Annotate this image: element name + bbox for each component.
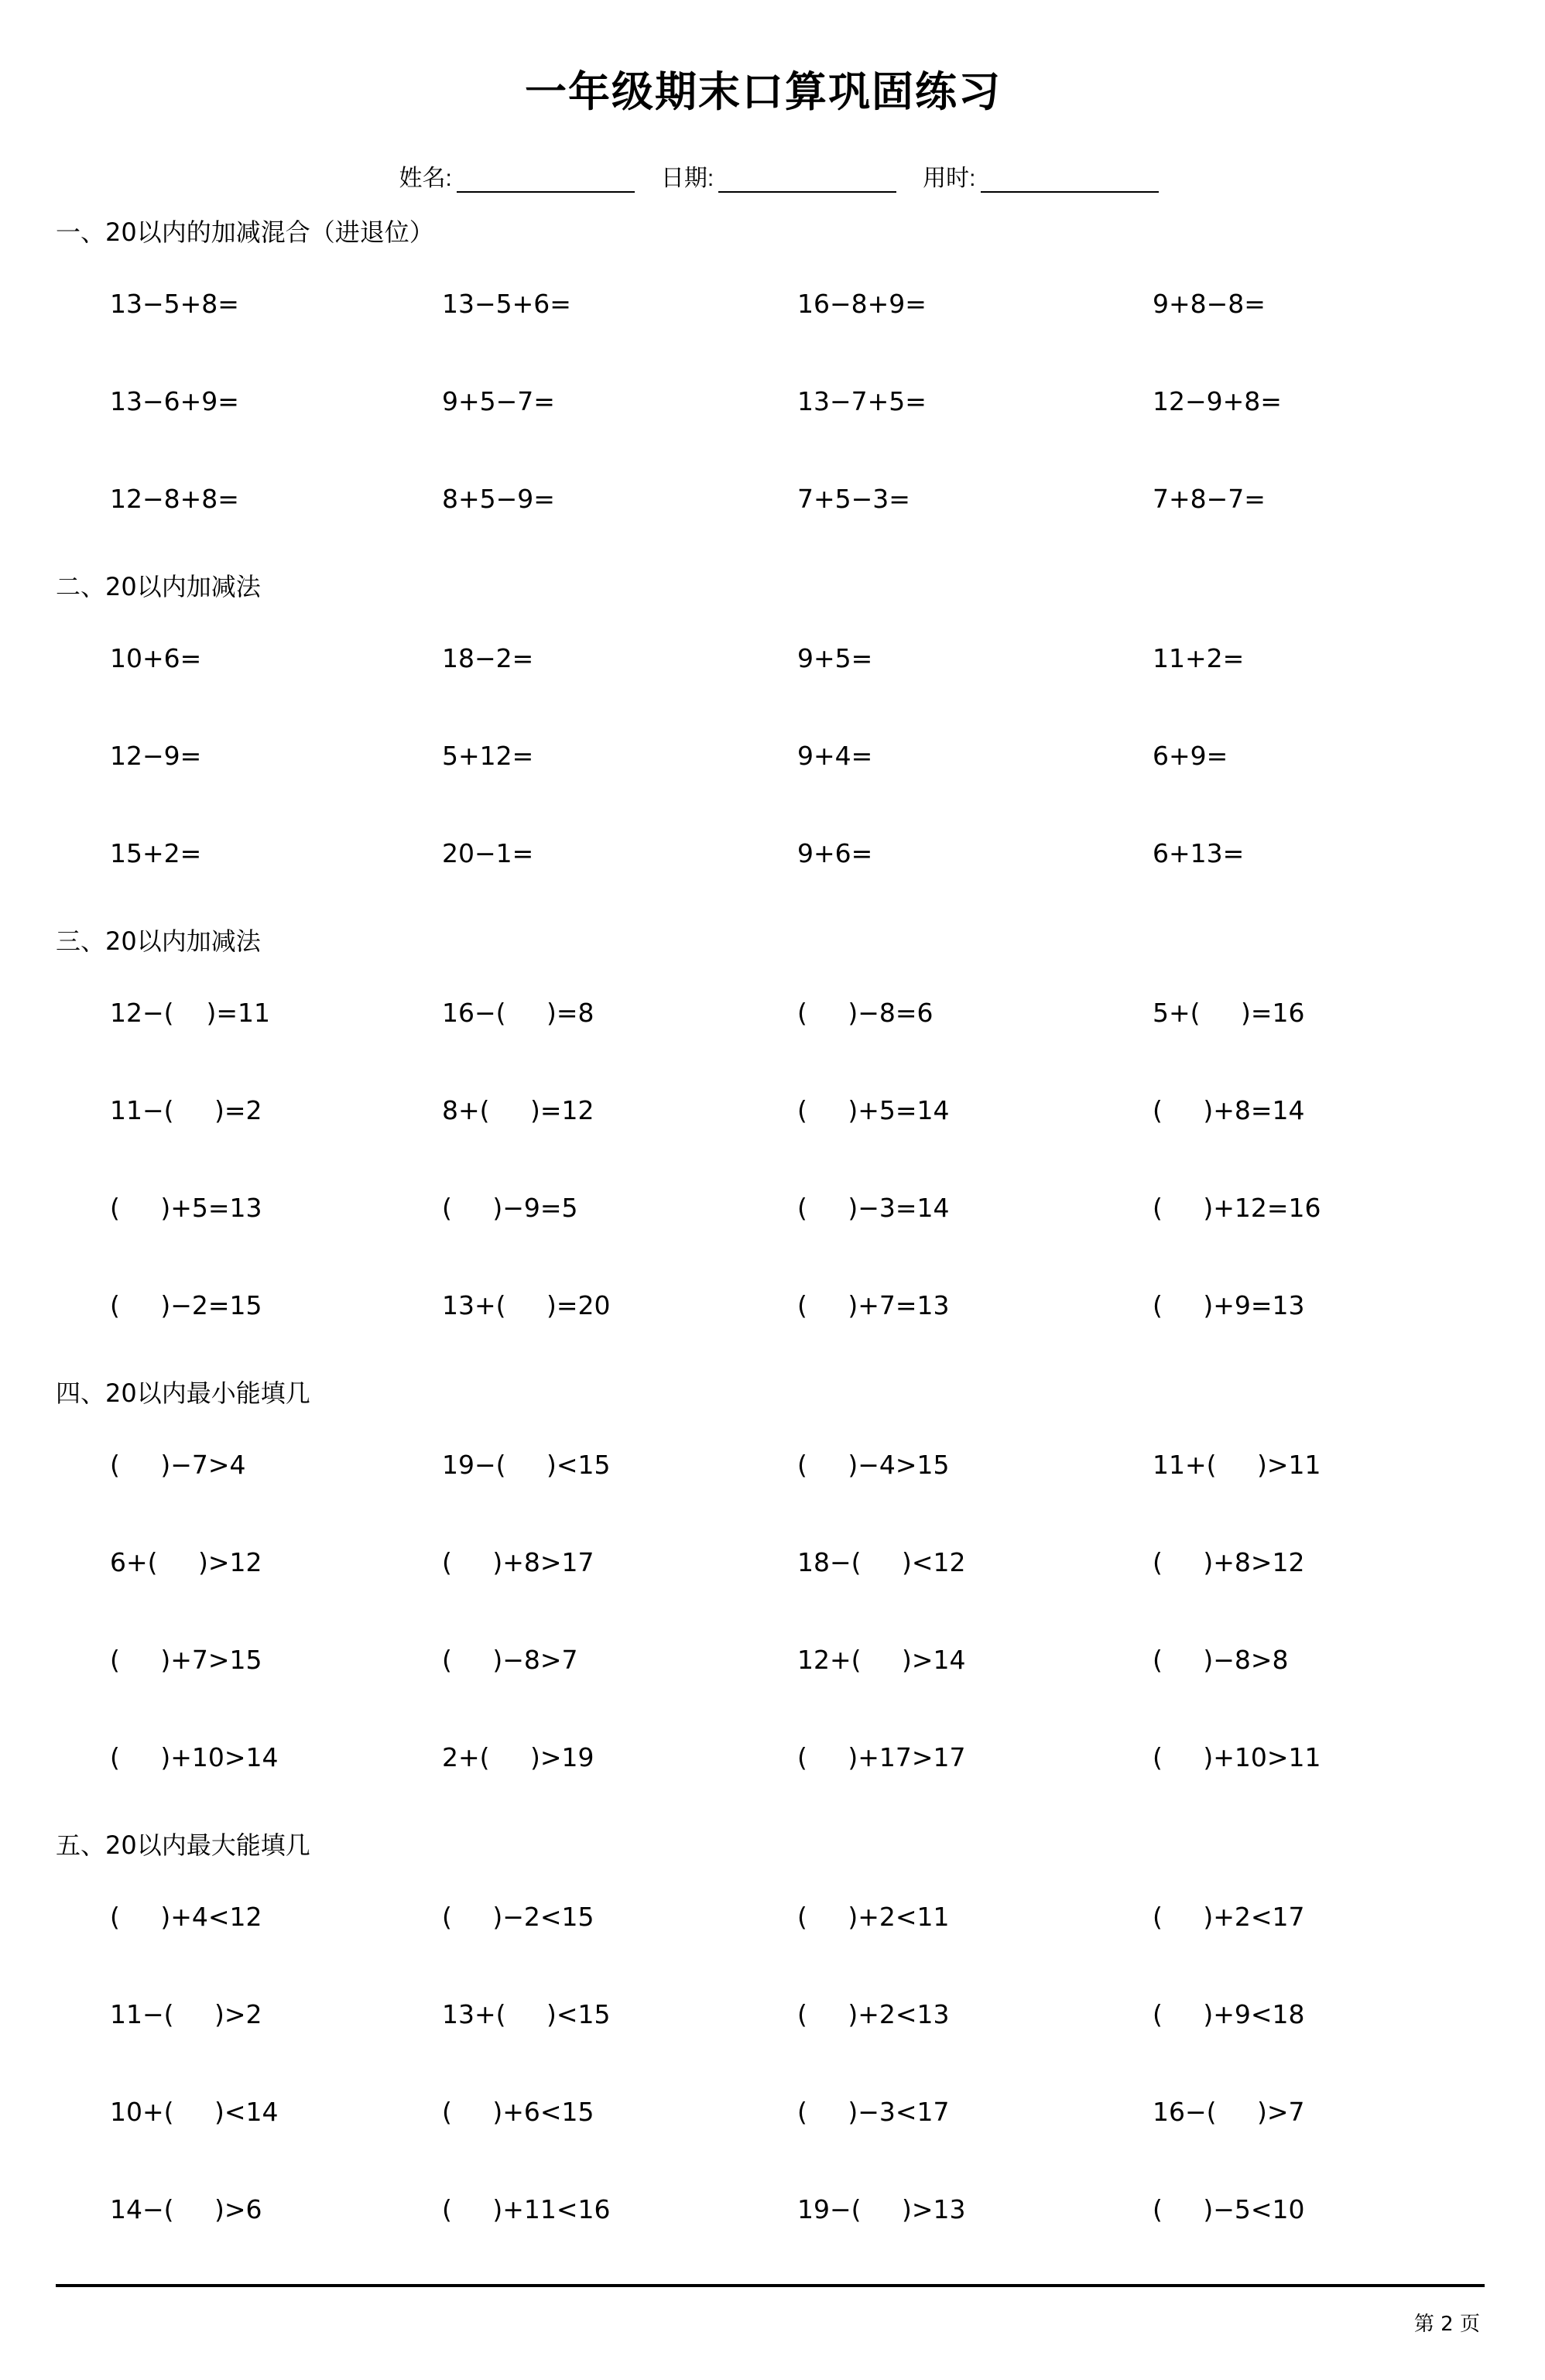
problem-item[interactable]: 12−8+8= <box>110 483 239 514</box>
problem-item[interactable]: 9+5−7= <box>442 385 555 416</box>
time-field-group <box>923 159 1158 193</box>
problem-item[interactable]: ( )+6<15 <box>442 2096 594 2127</box>
problem-item[interactable]: 19−( )>13 <box>797 2193 966 2224</box>
problem-item[interactable]: ( )+5=13 <box>110 1192 262 1223</box>
page-number: 第 2 页 <box>1413 2313 1480 2336</box>
date-label: 日期: <box>660 166 714 191</box>
problem-item[interactable]: 11+( )>11 <box>1153 1449 1321 1480</box>
date-field-group <box>661 159 896 193</box>
problem-item[interactable]: 12−( )=11 <box>110 997 270 1028</box>
problem-item[interactable]: ( )+8=14 <box>1153 1094 1305 1125</box>
section-1-heading: 一、20以内的加减混合（进退位） <box>56 217 434 247</box>
problem-item[interactable]: ( )−2<15 <box>442 1901 594 1932</box>
section-2-heading: 二、20以内加减法 <box>56 572 261 601</box>
date-input-blank[interactable] <box>718 168 896 193</box>
name-input-blank[interactable] <box>457 168 635 193</box>
problem-item[interactable]: ( )+2<11 <box>797 1901 950 1932</box>
problem-item[interactable]: 13−7+5= <box>797 385 927 416</box>
problem-item[interactable]: 13+( )=20 <box>442 1289 611 1320</box>
section-3-heading: 三、20以内加减法 <box>56 926 261 956</box>
section-1 <box>56 213 1471 547</box>
problem-item[interactable]: ( )+2<13 <box>797 1998 950 2029</box>
problem-item[interactable]: ( )−7>4 <box>110 1449 246 1480</box>
problem-item[interactable]: 12−9= <box>110 740 202 771</box>
problem-item[interactable]: ( )−8>8 <box>1153 1644 1289 1675</box>
problem-item[interactable]: 8+5−9= <box>442 483 555 514</box>
problem-item[interactable]: 18−2= <box>442 642 534 673</box>
problem-item[interactable]: ( )−9=5 <box>442 1192 578 1223</box>
problem-item[interactable]: 12+( )>14 <box>797 1644 966 1675</box>
problem-item[interactable]: 13−6+9= <box>110 385 239 416</box>
problem-item[interactable]: 16−( )>7 <box>1153 2096 1305 2127</box>
problem-item[interactable]: 18−( )<12 <box>797 1546 966 1577</box>
section-4-problems <box>56 1416 1471 1806</box>
problem-item[interactable]: ( )−8>7 <box>442 1644 578 1675</box>
problem-item[interactable]: ( )+5=14 <box>797 1094 950 1125</box>
section-5 <box>56 1826 1471 2258</box>
problem-item[interactable]: 5+( )=16 <box>1153 997 1305 1028</box>
problem-item[interactable]: ( )−8=6 <box>797 997 934 1028</box>
problem-item[interactable]: 9+6= <box>797 837 873 868</box>
problem-item[interactable]: 7+8−7= <box>1153 483 1266 514</box>
problem-item[interactable]: 11−( )=2 <box>110 1094 262 1125</box>
time-label: 用时: <box>923 166 976 191</box>
problem-item[interactable]: 16−8+9= <box>797 288 927 319</box>
problem-item[interactable]: 9+8−8= <box>1153 288 1266 319</box>
problem-item[interactable]: 7+5−3= <box>797 483 910 514</box>
problem-item[interactable]: ( )+2<17 <box>1153 1901 1305 1932</box>
section-2 <box>56 567 1471 902</box>
problem-item[interactable]: 19−( )<15 <box>442 1449 611 1480</box>
problem-item[interactable]: ( )+17>17 <box>797 1741 966 1772</box>
section-3-problems <box>56 964 1471 1354</box>
problem-item[interactable]: 11−( )>2 <box>110 1998 262 2029</box>
page-title: 一年级期末口算巩固练习 <box>525 67 1002 116</box>
problem-item[interactable]: 12−9+8= <box>1153 385 1282 416</box>
problem-item[interactable]: 6+( )>12 <box>110 1546 262 1577</box>
problem-item[interactable]: 11+2= <box>1153 642 1245 673</box>
name-field-group <box>399 159 634 193</box>
problem-item[interactable]: ( )+9<18 <box>1153 1998 1305 2029</box>
problem-item[interactable]: 13−5+6= <box>442 288 571 319</box>
problem-item[interactable]: ( )+7=13 <box>797 1289 950 1320</box>
section-5-heading: 五、20以内最大能填几 <box>56 1830 310 1860</box>
problem-item[interactable]: 13+( )<15 <box>442 1998 611 2029</box>
problem-item[interactable]: 9+4= <box>797 740 873 771</box>
problem-item[interactable]: ( )+10>14 <box>110 1741 279 1772</box>
section-3 <box>56 922 1471 1354</box>
problem-item[interactable]: ( )+7>15 <box>110 1644 262 1675</box>
problem-item[interactable]: ( )+8>12 <box>1153 1546 1305 1577</box>
section-4 <box>56 1374 1471 1806</box>
footer-divider <box>56 2284 1485 2287</box>
problem-item[interactable]: ( )−2=15 <box>110 1289 262 1320</box>
problem-item[interactable]: 6+13= <box>1153 837 1245 868</box>
problem-item[interactable]: 9+5= <box>797 642 873 673</box>
problem-item[interactable]: 15+2= <box>110 837 202 868</box>
student-info-row <box>56 159 1471 193</box>
problem-item[interactable]: ( )−3<17 <box>797 2096 950 2127</box>
time-input-blank[interactable] <box>981 168 1159 193</box>
problem-item[interactable]: ( )−3=14 <box>797 1192 950 1223</box>
problem-item[interactable]: ( )−4>15 <box>797 1449 950 1480</box>
problem-item[interactable]: 10+6= <box>110 642 202 673</box>
problem-item[interactable]: ( )+4<12 <box>110 1901 262 1932</box>
problem-item[interactable]: ( )+12=16 <box>1153 1192 1321 1223</box>
problem-item[interactable]: 10+( )<14 <box>110 2096 279 2127</box>
problem-item[interactable]: 14−( )>6 <box>110 2193 262 2224</box>
section-1-problems <box>56 255 1471 547</box>
problem-item[interactable]: 5+12= <box>442 740 534 771</box>
problem-item[interactable]: 20−1= <box>442 837 534 868</box>
problem-item[interactable]: 2+( )>19 <box>442 1741 594 1772</box>
problem-item[interactable]: 8+( )=12 <box>442 1094 594 1125</box>
problem-item[interactable]: ( )+9=13 <box>1153 1289 1305 1320</box>
problem-item[interactable]: ( )+10>11 <box>1153 1741 1321 1772</box>
problem-item[interactable]: 13−5+8= <box>110 288 239 319</box>
section-5-problems <box>56 1868 1471 2258</box>
problem-item[interactable]: ( )+11<16 <box>442 2193 611 2224</box>
section-2-problems <box>56 609 1471 902</box>
problem-item[interactable]: 16−( )=8 <box>442 997 594 1028</box>
problem-item[interactable]: 6+9= <box>1153 740 1228 771</box>
problem-item[interactable]: ( )+8>17 <box>442 1546 594 1577</box>
name-label: 姓名: <box>399 166 452 191</box>
section-4-heading: 四、20以内最小能填几 <box>56 1378 310 1408</box>
problem-item[interactable]: ( )−5<10 <box>1153 2193 1305 2224</box>
